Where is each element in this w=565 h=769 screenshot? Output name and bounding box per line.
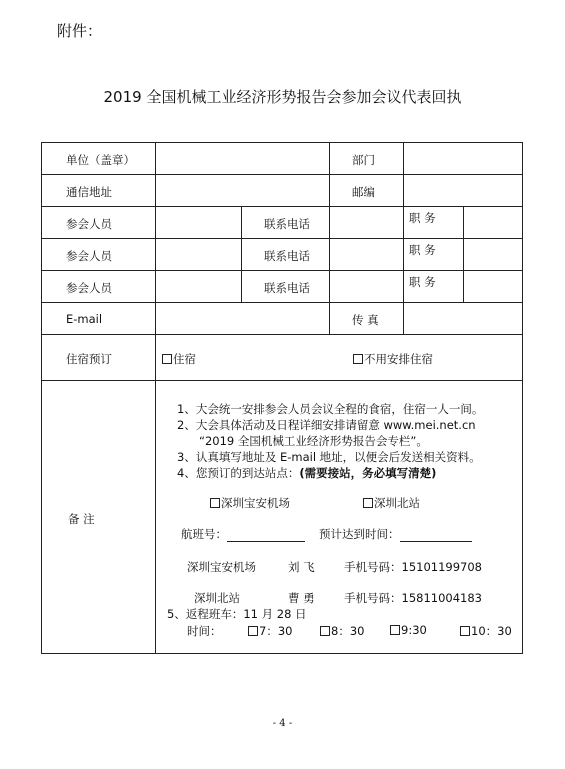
position-label: 职 务 <box>409 243 436 257</box>
return-bus-line: 5、返程班车：11 月 28 日 <box>167 607 307 621</box>
address-label: 通信地址 <box>66 185 112 199</box>
position-label: 职 务 <box>409 275 436 289</box>
note-line-2: 2、大会具体活动及日程详细安排请留意 www.mei.net.cn <box>177 418 476 432</box>
attendee-label: 参会人员 <box>66 217 112 231</box>
time-label: 时间： <box>187 624 222 638</box>
page-title: 2019 全国机械工业经济形势报告会参加会议代表回执 <box>103 88 462 106</box>
checkbox-icon[interactable] <box>390 625 400 635</box>
airport-option[interactable]: 深圳宝安机场 <box>210 495 290 511</box>
flight-number-input[interactable] <box>227 529 305 542</box>
fax-label: 传 真 <box>352 313 379 327</box>
page-number: - 4 - <box>272 718 293 729</box>
note-line-4: 3、认真填写地址及 E-mail 地址，以便会后发送相关资料。 <box>177 450 481 464</box>
checkbox-icon[interactable] <box>353 354 363 364</box>
phone-label: 联系电话 <box>264 249 310 263</box>
arrival-time-field[interactable]: 预计达到时间： <box>319 526 472 542</box>
airport-station-name: 深圳宝安机场 <box>187 560 256 574</box>
phone-label: 联系电话 <box>264 217 310 231</box>
time-option-2[interactable]: 8：30 <box>320 623 364 639</box>
registration-form-table <box>41 142 523 654</box>
time-option-3[interactable]: 9:30 <box>390 623 427 637</box>
note-line-5: 4、您预订的到达站点：(需要接站，务必填写清楚) <box>177 466 437 480</box>
lodging-yes-option[interactable]: 住宿 <box>162 351 196 367</box>
checkbox-icon[interactable] <box>248 626 258 636</box>
flight-number-field[interactable]: 航班号： <box>181 526 305 542</box>
note-line-1: 1、大会统一安排参会人员会议全程的食宿，住宿一人一间。 <box>177 402 484 416</box>
checkbox-icon[interactable] <box>210 498 220 508</box>
airport-contact-phone: 手机号码：15101199708 <box>344 560 482 574</box>
airport-contact-name: 刘 飞 <box>288 560 315 574</box>
note-line-3: “2019 全国机械工业经济形势报告会专栏”。 <box>199 434 428 448</box>
time-option-4[interactable]: 10：30 <box>460 623 512 639</box>
checkbox-icon[interactable] <box>162 354 172 364</box>
north-contact-name: 曹 勇 <box>288 591 315 605</box>
postcode-label: 邮编 <box>352 185 375 199</box>
attachment-label: 附件： <box>57 22 103 40</box>
attendee-label: 参会人员 <box>66 249 112 263</box>
checkbox-icon[interactable] <box>460 626 470 636</box>
lodging-no-option[interactable]: 不用安排住宿 <box>353 351 433 367</box>
phone-label: 联系电话 <box>264 281 310 295</box>
north-contact-phone: 手机号码：15811004183 <box>344 591 482 605</box>
dept-label: 部门 <box>352 153 375 167</box>
checkbox-icon[interactable] <box>363 498 373 508</box>
email-label: E-mail <box>66 312 103 326</box>
north-station-option[interactable]: 深圳北站 <box>363 495 420 511</box>
remarks-label: 备 注 <box>68 512 95 526</box>
unit-label: 单位（盖章） <box>66 153 135 167</box>
arrival-time-input[interactable] <box>400 529 472 542</box>
north-station-name: 深圳北站 <box>194 591 240 605</box>
position-label: 职 务 <box>409 211 436 225</box>
checkbox-icon[interactable] <box>320 626 330 636</box>
attendee-label: 参会人员 <box>66 281 112 295</box>
lodging-label: 住宿预订 <box>66 352 112 366</box>
time-option-1[interactable]: 7：30 <box>248 623 292 639</box>
